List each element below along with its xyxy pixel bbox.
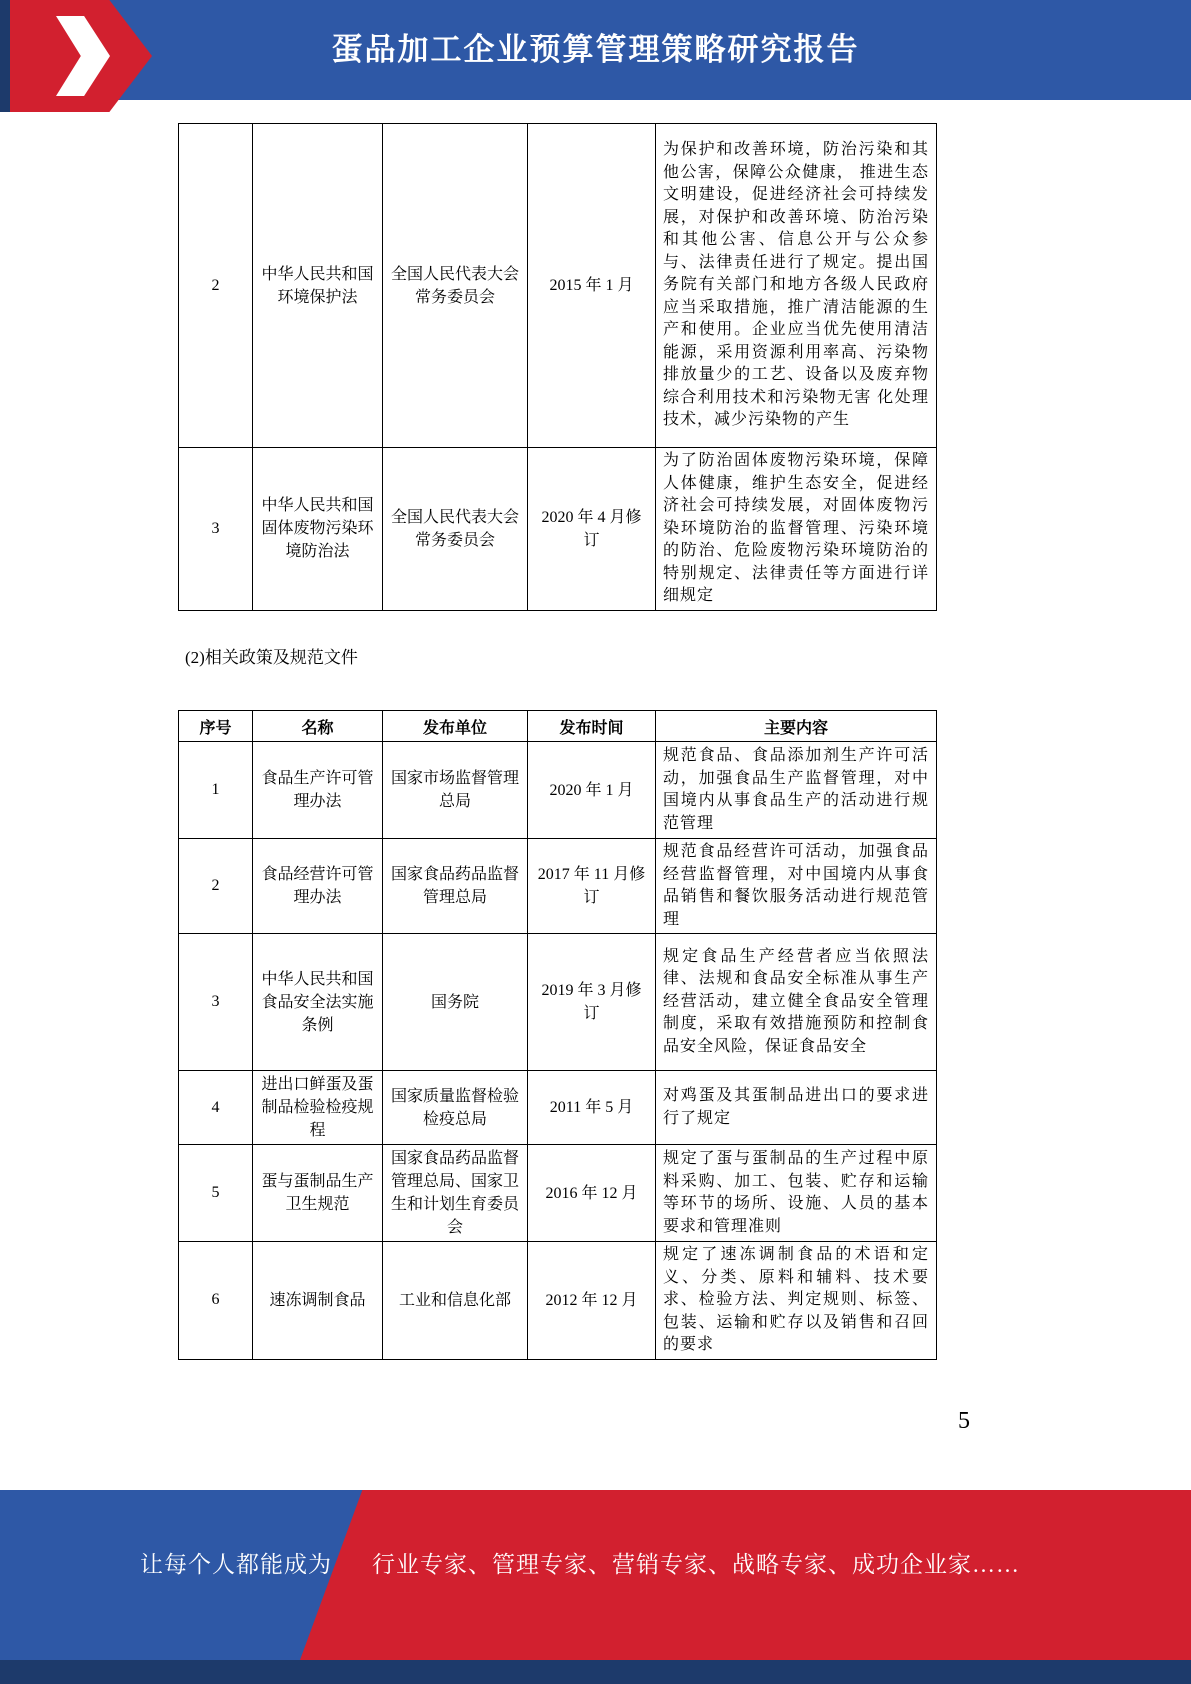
col-header-issuer: 发布单位 <box>383 711 528 742</box>
col-header-no: 序号 <box>179 711 253 742</box>
table-row <box>179 1145 937 1242</box>
cell-name: 食品生产许可管理办法 <box>253 742 383 839</box>
table-row <box>179 839 937 934</box>
cell-date: 2012 年 12 月 <box>528 1242 656 1360</box>
col-header-content: 主要内容 <box>656 711 937 742</box>
table-row <box>179 1242 937 1360</box>
cell-date: 2020 年 1 月 <box>528 742 656 839</box>
table-row <box>179 934 937 1071</box>
cell-name: 进出口鲜蛋及蛋制品检验检疫规程 <box>253 1071 383 1145</box>
cell-issuer: 国务院 <box>383 934 528 1071</box>
cell-content: 规定食品生产经营者应当依照法律、法规和食品安全标准从事生产经营活动，建立健全食品安全管理制度，采取有效措施预防和控制食品安全风险，保证食品安全 <box>656 934 937 1071</box>
cell-name: 中华人民共和国食品安全法实施条例 <box>253 934 383 1071</box>
cell-issuer: 全国人民代表大会常务委员会 <box>383 124 528 448</box>
cell-no: 4 <box>179 1071 253 1145</box>
cell-no: 2 <box>179 839 253 934</box>
cell-issuer: 国家食品药品监督管理总局 <box>383 839 528 934</box>
cell-date: 2011 年 5 月 <box>528 1071 656 1145</box>
cell-no: 3 <box>179 934 253 1071</box>
table-header-row <box>179 711 937 742</box>
cell-content: 对鸡蛋及其蛋制品进出口的要求进行了规定 <box>656 1071 937 1145</box>
footer-slogan-right: 行业专家、管理专家、营销专家、战略专家、成功企业家…… <box>372 1552 1020 1577</box>
cell-content: 规定了蛋与蛋制品的生产过程中原料采购、加工、包装、贮存和运输等环节的场所、设施、人员的基本要求和管理准则 <box>656 1145 937 1242</box>
table-row <box>179 124 937 448</box>
cell-content: 为了防治固体废物污染环境，保障人体健康，维护生态安全，促进经济社会可持续发展，对固体废物污染环境防治的监督管理、污染环境的防治、危险废物污染环境防治的 特别规定、法律责任等方面进行详细规定 <box>656 448 937 611</box>
cell-name: 速冻调制食品 <box>253 1242 383 1360</box>
cell-content: 规范食品、食品添加剂生产许可活动，加强食品生产监督管理，对中国境内从事食品生产的活动进行规范管理 <box>656 742 937 839</box>
cell-no: 5 <box>179 1145 253 1242</box>
cell-content: 为保护和改善环境，防治污染和其他公害，保障公众健康， 推进生态文明建设，促进经济社会可持续发展，对保护和改善环境、防治污染和其他公害、信息公开与公众参与、法律责任进行了规定。提出国务院有关部门和地方各级人民政府应当采取措施，推广清洁能源的生产和使用。企业应当优先使用清洁能源，采用资源利用率高、污染物排放量少的工艺、设备以及废弃物综合利用技术和污染物无害 化处理技术，减少污染物的产生 <box>656 124 937 448</box>
col-header-name: 名称 <box>253 711 383 742</box>
cell-content: 规范食品经营许可活动，加强食品经营监督管理，对中国境内从事食品销售和餐饮服务活动进行规范管理 <box>656 839 937 934</box>
header-left-strip <box>0 0 10 112</box>
cell-name: 中华人民共和国固体废物污染环境防治法 <box>253 448 383 611</box>
cell-name: 蛋与蛋制品生产卫生规范 <box>253 1145 383 1242</box>
cell-name: 中华人民共和国环境保护法 <box>253 124 383 448</box>
table-row <box>179 742 937 839</box>
laws-table <box>178 123 937 611</box>
cell-date: 2015 年 1 月 <box>528 124 656 448</box>
table-row <box>179 1071 937 1145</box>
cell-date: 2020 年 4 月修订 <box>528 448 656 611</box>
page-header <box>0 0 1191 100</box>
footer-bottom-strip <box>0 1660 1191 1684</box>
cell-issuer: 国家质量监督检验检疫总局 <box>383 1071 528 1145</box>
section-heading: (2)相关政策及规范文件 <box>185 648 358 667</box>
footer-slogan-left: 让每个人都能成为 <box>140 1552 332 1577</box>
report-title: 蛋品加工企业预算管理策略研究报告 <box>331 32 860 67</box>
col-header-date: 发布时间 <box>528 711 656 742</box>
cell-issuer: 全国人民代表大会常务委员会 <box>383 448 528 611</box>
chevron-right-icon <box>56 16 110 96</box>
cell-date: 2017 年 11 月修订 <box>528 839 656 934</box>
table-row <box>179 448 937 611</box>
policies-table <box>178 710 937 1360</box>
cell-content: 规定了速冻调制食品的术语和定义、分类、原料和辅料、技术要求、检验方法、判定规则、标签、包装、运输和贮存以及销售和召回的要求 <box>656 1242 937 1360</box>
cell-date: 2019 年 3 月修订 <box>528 934 656 1071</box>
cell-name: 食品经营许可管理办法 <box>253 839 383 934</box>
page-number: 5 <box>958 1408 970 1434</box>
cell-issuer: 国家食品药品监督管理总局、国家卫生和计划生育委员会 <box>383 1145 528 1242</box>
cell-no: 1 <box>179 742 253 839</box>
cell-no: 3 <box>179 448 253 611</box>
cell-no: 6 <box>179 1242 253 1360</box>
cell-issuer: 工业和信息化部 <box>383 1242 528 1360</box>
cell-issuer: 国家市场监督管理总局 <box>383 742 528 839</box>
cell-date: 2016 年 12 月 <box>528 1145 656 1242</box>
cell-no: 2 <box>179 124 253 448</box>
